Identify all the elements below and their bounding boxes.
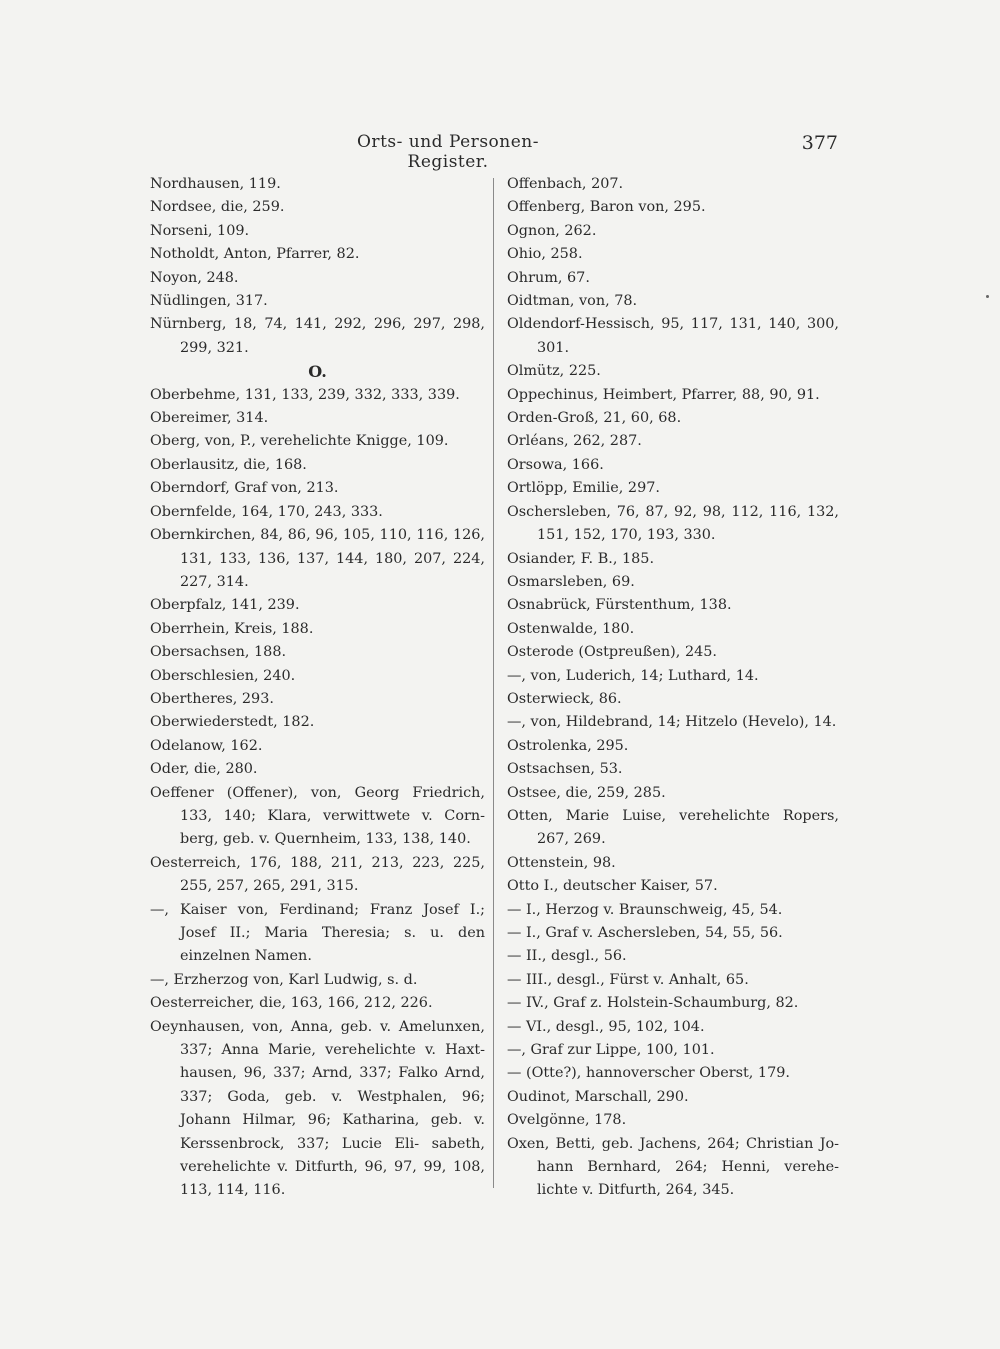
index-entry: Ostrolenka, 295.: [507, 737, 629, 754]
index-entry: — III., desgl., Fürst v. Anhalt, 65.: [507, 971, 749, 988]
right-index-column: [507, 173, 839, 1203]
index-entry: Oppechinus, Heimbert, Pfarrer, 88, 90, 91.: [507, 386, 820, 403]
index-entry: Oberrhein, Kreis, 188.: [150, 620, 314, 637]
index-entry: Oxen, Betti, geb. Jachens, 264; Christian Jo- hann Bernhard, 264; Henni, verehe- lichte v. Ditfurth, 264, 345.: [507, 1135, 839, 1199]
index-entry: Ottenstein, 98.: [507, 854, 616, 871]
index-entry: Oudinot, Marschall, 290.: [507, 1088, 689, 1105]
index-entry: Osiander, F. B., 185.: [507, 550, 655, 567]
index-entry: —, Kaiser von, Ferdinand; Franz Josef I.; Josef II.; Maria Theresia; s. u. den einzelnen Namen.: [150, 901, 485, 965]
section-heading: O.: [308, 362, 327, 382]
index-entry: Oberndorf, Graf von, 213.: [150, 480, 339, 497]
index-entry: Oeffener (Offener), von, Georg Friedrich, 133, 140; Klara, verwittwete v. Corn- berg, geb. v. Quernheim, 133, 138, 140.: [150, 784, 485, 848]
index-entry: —, von, Luderich, 14; Luthard, 14.: [507, 667, 759, 684]
index-entry: Obereimer, 314.: [150, 410, 269, 427]
index-entry: Ostsee, die, 259, 285.: [507, 784, 666, 801]
index-entry: Oberschlesien, 240.: [150, 667, 296, 684]
column-divider: [493, 178, 494, 1188]
index-entry: Orden-Groß, 21, 60, 68.: [507, 410, 682, 427]
index-entry: — IV., Graf z. Holstein-Schaumburg, 82.: [507, 995, 799, 1012]
index-entry: Oeynhausen, von, Anna, geb. v. Amelunxen, 337; Anna Marie, verehelichte v. Haxt- hausen, 96, 337; Arnd, 337; Falko Arnd, 337; Goda, geb. v. Westphalen, 96; Johann Hilmar, 96; Katharina, geb. v. Kerssenbrock, 337; Lucie Eli- sabeth, verehelichte v. Ditfurth, 96, 97, 99, 108, 113, 114, 116.: [150, 1018, 485, 1199]
index-entry: Noyon, 248.: [150, 269, 239, 286]
running-title: Orts- und Personen-Register.: [357, 132, 539, 172]
index-entry: —, von, Hildebrand, 14; Hitzelo (Hevelo), 14.: [507, 714, 837, 731]
index-entry: Otto I., deutscher Kaiser, 57.: [507, 878, 718, 895]
index-entry: Ovelgönne, 178.: [507, 1112, 627, 1129]
index-entry: Osnabrück, Fürstenthum, 138.: [507, 597, 732, 614]
index-entry: Oberg, von, P., verehelichte Knigge, 109.: [150, 433, 449, 450]
index-entry: — I., Herzog v. Braunschweig, 45, 54.: [507, 901, 783, 918]
index-entry: Nüdlingen, 317.: [150, 293, 268, 310]
index-entry: Oberwiederstedt, 182.: [150, 714, 315, 731]
index-entry: Olmütz, 225.: [507, 363, 601, 380]
index-entry: Odelanow, 162.: [150, 737, 263, 754]
index-entry: Oschersleben, 76, 87, 92, 98, 112, 116, 132, 151, 152, 170, 193, 330.: [507, 503, 839, 544]
index-entry: Oesterreich, 176, 188, 211, 213, 223, 225, 255, 257, 265, 291, 315.: [150, 854, 485, 895]
page-number: 377: [801, 132, 838, 154]
index-entry: Orléans, 262, 287.: [507, 433, 642, 450]
index-entry: Oesterreicher, die, 163, 166, 212, 226.: [150, 995, 433, 1012]
index-entry: —, Graf zur Lippe, 100, 101.: [507, 1042, 715, 1059]
index-entry: Osmarsleben, 69.: [507, 573, 635, 590]
left-index-column: [150, 173, 485, 1203]
index-entry: Obertheres, 293.: [150, 690, 274, 707]
index-entry: Ognon, 262.: [507, 222, 597, 239]
paper-speck: [986, 295, 989, 298]
index-entry: Ohio, 258.: [507, 246, 583, 263]
index-entry: Norseni, 109.: [150, 222, 250, 239]
index-entry: Notholdt, Anton, Pfarrer, 82.: [150, 246, 360, 263]
index-entry: Oberbehme, 131, 133, 239, 332, 333, 339.: [150, 386, 460, 403]
index-entry: — II., desgl., 56.: [507, 948, 627, 965]
index-entry: Obersachsen, 188.: [150, 644, 287, 661]
index-entry: Nordsee, die, 259.: [150, 199, 285, 216]
index-entry: Osterode (Ostpreußen), 245.: [507, 644, 717, 661]
index-entry: — I., Graf v. Aschersleben, 54, 55, 56.: [507, 925, 783, 941]
index-entry: Ostenwalde, 180.: [507, 620, 635, 637]
index-entry: Oidtman, von, 78.: [507, 293, 638, 310]
index-entry: — VI., desgl., 95, 102, 104.: [507, 1018, 705, 1035]
index-entry: Ortlöpp, Emilie, 297.: [507, 480, 660, 497]
page-header: [0, 132, 1000, 172]
index-entry: Offenbach, 207.: [507, 176, 624, 192]
index-entry: Obernkirchen, 84, 86, 96, 105, 110, 116, 126, 131, 133, 136, 137, 144, 180, 207, 224, 227, 314.: [150, 527, 485, 590]
index-entry: —, Erzherzog von, Karl Ludwig, s. d.: [150, 971, 418, 988]
index-entry: Otten, Marie Luise, verehelichte Ropers, 267, 269.: [507, 807, 839, 848]
index-entry: Obernfelde, 164, 170, 243, 333.: [150, 503, 383, 520]
index-entry: Oberlausitz, die, 168.: [150, 456, 307, 473]
index-entry: Nürnberg, 18, 74, 141, 292, 296, 297, 298, 299, 321.: [150, 316, 485, 356]
index-entry: — (Otte?), hannoverscher Oberst, 179.: [507, 1065, 790, 1082]
index-entry: Nordhausen, 119.: [150, 176, 281, 192]
index-entry: Ostsachsen, 53.: [507, 761, 623, 778]
index-entry: Ohrum, 67.: [507, 269, 590, 286]
index-entry: Oberpfalz, 141, 239.: [150, 597, 300, 614]
index-entry: Oldendorf-Hessisch, 95, 117, 131, 140, 300, 301.: [507, 316, 839, 356]
index-entry: Osterwieck, 86.: [507, 690, 622, 707]
index-entry: Orsowa, 166.: [507, 456, 604, 473]
index-entry: Offenberg, Baron von, 295.: [507, 199, 706, 216]
index-entry: Oder, die, 280.: [150, 761, 258, 778]
